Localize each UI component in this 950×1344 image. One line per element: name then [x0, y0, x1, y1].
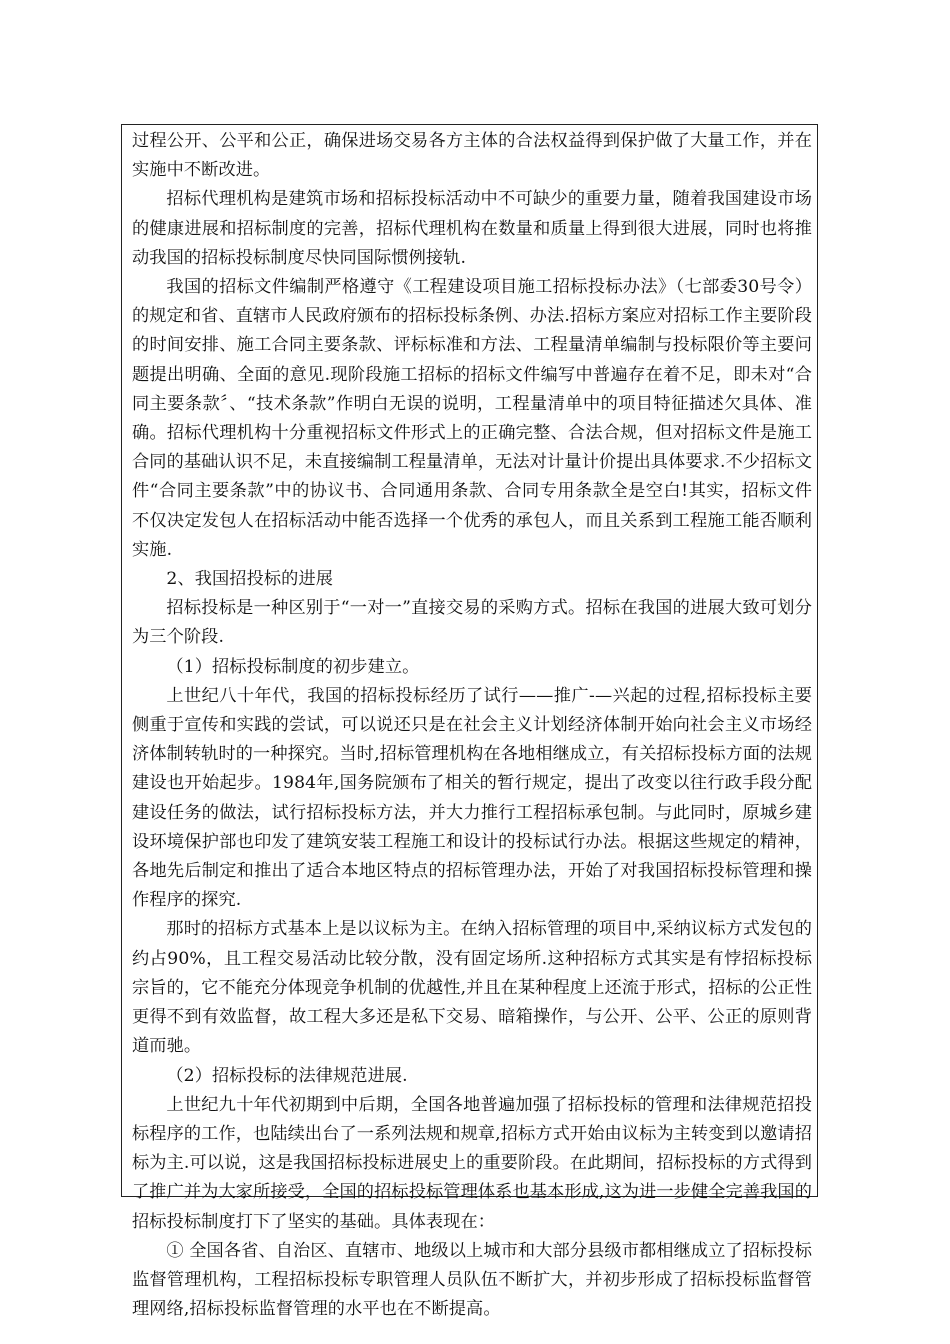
paragraph-continuation: 过程公开、公平和公正，确保进场交易各方主体的合法权益得到保护做了大量工作，并在实施中不断改进。	[132, 131, 812, 181]
paragraph-tender-documents: 我国的招标文件编制严格遵守《工程建设项目施工招标投标办法》（七部委30号令）的规定和省、直辖市人民政府颁布的招标投标条例、办法.招标方案应对招标工作主要阶段的时间安排、施工合同主要条款、评标标准和方法、工程量清单编制与投标限价等主要问题提出明确、全面的意见.现阶段施工招标的招标文件编写中普遍存在着不足，即未对“合同主要条款〞、“技术条款”作明白无误的说明，工程量清单中的项目特征描述欠具体、准确。招标代理机构十分重视招标文件形式上的正确完整、合法合规，但对招标文件是施工合同的基础认识不足，未直接编制工程量清单，无法对计量计价提出具体要求.不少招标文件“合同主要条款”中的协议书、合同通用条款、合同专用条款全是空白!其实，招标文件不仅决定发包人在招标活动中能否选择一个优秀的承包人，而且关系到工程施工能否顺利实施.	[132, 277, 812, 560]
subheading-stage-1: （1）招标投标制度的初步建立。	[166, 656, 420, 677]
document-body	[132, 127, 812, 1324]
paragraph-agency-role: 招标代理机构是建筑市场和招标投标活动中不可缺少的重要力量，随着我国建设市场的健康进展和招标制度的完善，招标代理机构在数量和质量上得到很大进展，同时也将推动我国的招标投标制度尽快同国际惯例接轨.	[132, 189, 812, 268]
paragraph-1990s: 上世纪九十年代初期到中后期，全国各地普遍加强了招标投标的管理和法律规范招投标程序的工作，也陆续出台了一系列法规和规章,招标方式开始由议标为主转变到以邀请招标为主.可以说，这是我国招标投标进展史上的重要阶段。在此期间，招标投标的方式得到了推广并为大家所接受，全国的招标投标管理体系也基本形成,这为进一步健全完善我国的招标投标制度打下了坚实的基础。具体表现在：	[132, 1094, 812, 1232]
paragraph-1980s: 上世纪八十年代，我国的招标投标经历了试行——推广-—兴起的过程,招标投标主要侧重于宣传和实践的尝试，可以说还只是在社会主义计划经济体制开始向社会主义市场经济体制转轨时的一种探究。当时,招标管理机构在各地相继成立，有关招标投标方面的法规建设也开始起步。1984年,国务院颁布了相关的暂行规定，提出了改变以往行政手段分配建设任务的做法，试行招标投标方法，并大力推行工程招标承包制。与此同时，原城乡建设环境保护部也印发了建筑安装工程施工和设计的投标试行办法。根据这些规定的精神，各地先后制定和推出了适合本地区特点的招标管理办法，开始了对我国招标投标管理和操作程序的探究.	[132, 685, 812, 911]
subheading-stage-2: （2）招标投标的法律规范进展.	[166, 1065, 408, 1086]
paragraph-procurement-method: 招标投标是一种区别于“一对一”直接交易的采购方式。招标在我国的进展大致可划分为三个阶段.	[132, 598, 812, 648]
list-item-1: ① 全国各省、自治区、直辖市、地级以上城市和大部分县级市都相继成立了招标投标监督管理机构，工程招标投标专职管理人员队伍不断扩大，并初步形成了招标投标监督管理网络,招标投标监督管理的水平也在不断提高。	[132, 1240, 812, 1320]
section-heading-development: 2、我国招投标的进展	[166, 569, 334, 590]
paragraph-negotiated-bidding: 那时的招标方式基本上是以议标为主。在纳入招标管理的项目中,采纳议标方式发包的约占90%，且工程交易活动比较分散，没有固定场所.这种招标方式其实是有悖招标投标宗旨的，它不能充分体现竞争机制的优越性,并且在某种程度上还流于形式，招标的公正性更得不到有效监督，故工程大多还是私下交易、暗箱操作，与公开、公平、公正的原则背道而驰。	[132, 919, 812, 1057]
